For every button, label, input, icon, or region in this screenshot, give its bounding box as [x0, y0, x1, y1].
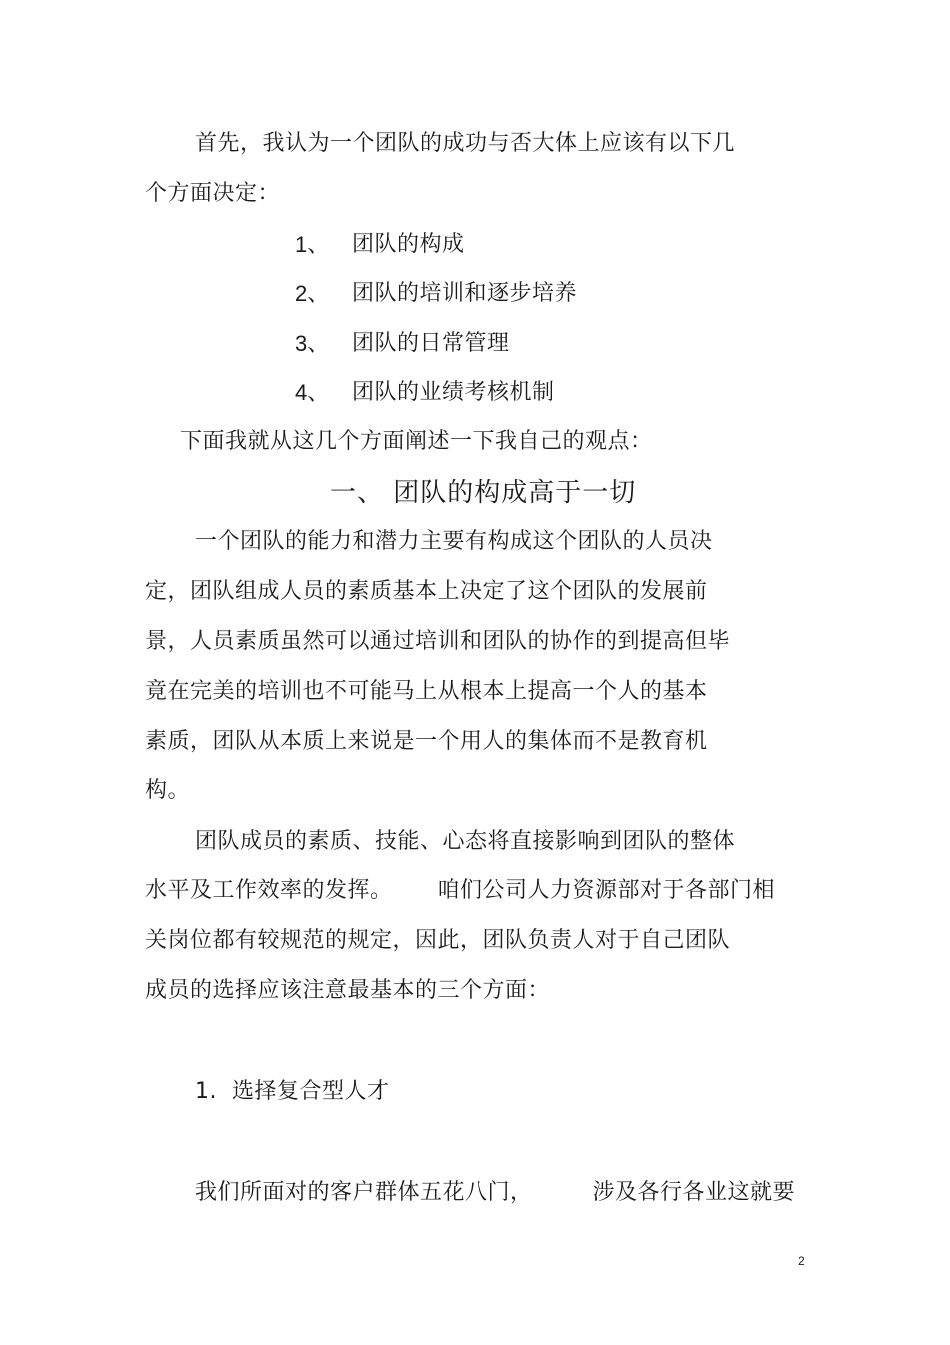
- intro-line-2: 个方面决定：: [145, 181, 281, 206]
- intro-line-1: 首先，我认为一个团队的成功与否大体上应该有以下几: [195, 131, 736, 156]
- factor-number: 3、: [295, 331, 330, 356]
- factor-text: 团队的日常管理: [352, 331, 510, 356]
- paragraph-line: 一个团队的能力和潜力主要有构成这个团队的人员决: [195, 529, 713, 554]
- paragraph-line: 构。: [145, 778, 191, 803]
- transition-sentence: 下面我就从这几个方面阐述一下我自己的观点：: [180, 429, 653, 454]
- paragraph-line: 素质，团队从本质上来说是一个用人的集体而不是教育机: [145, 729, 708, 754]
- page-number: 2: [798, 1254, 805, 1268]
- factor-text: 团队的业绩考核机制: [352, 380, 555, 405]
- factor-text: 团队的构成: [352, 232, 465, 257]
- factor-number: 1、: [295, 232, 330, 257]
- factor-number: 4、: [295, 380, 330, 405]
- paragraph-line: 定，团队组成人员的素质基本上决定了这个团队的发展前: [145, 579, 708, 604]
- paragraph-line: 关岗位都有较规范的规定，因此，团队负责人对于自己团队: [145, 928, 731, 953]
- paragraph-line: 成员的选择应该注意最基本的三个方面：: [145, 978, 551, 1003]
- paragraph-line: 团队成员的素质、技能、心态将直接影响到团队的整体: [195, 829, 736, 854]
- section-heading: 一、 团队的构成高于一切: [330, 478, 637, 508]
- paragraph-3-line: 我们所面对的客户群体五花八门， 涉及各行各业这就要: [195, 1180, 795, 1205]
- factor-text: 团队的培训和逐步培养: [352, 281, 578, 306]
- subheading: 1. 选择复合型人才: [195, 1079, 390, 1104]
- paragraph-line: 水平及工作效率的发挥。 咱们公司人力资源部对于各部门相: [145, 878, 775, 903]
- paragraph-line: 景，人员素质虽然可以通过培训和团队的协作的到提高但毕: [145, 629, 731, 654]
- factor-number: 2、: [295, 281, 330, 306]
- paragraph-line: 竟在完美的培训也不可能马上从根本上提高一个人的基本: [145, 679, 708, 704]
